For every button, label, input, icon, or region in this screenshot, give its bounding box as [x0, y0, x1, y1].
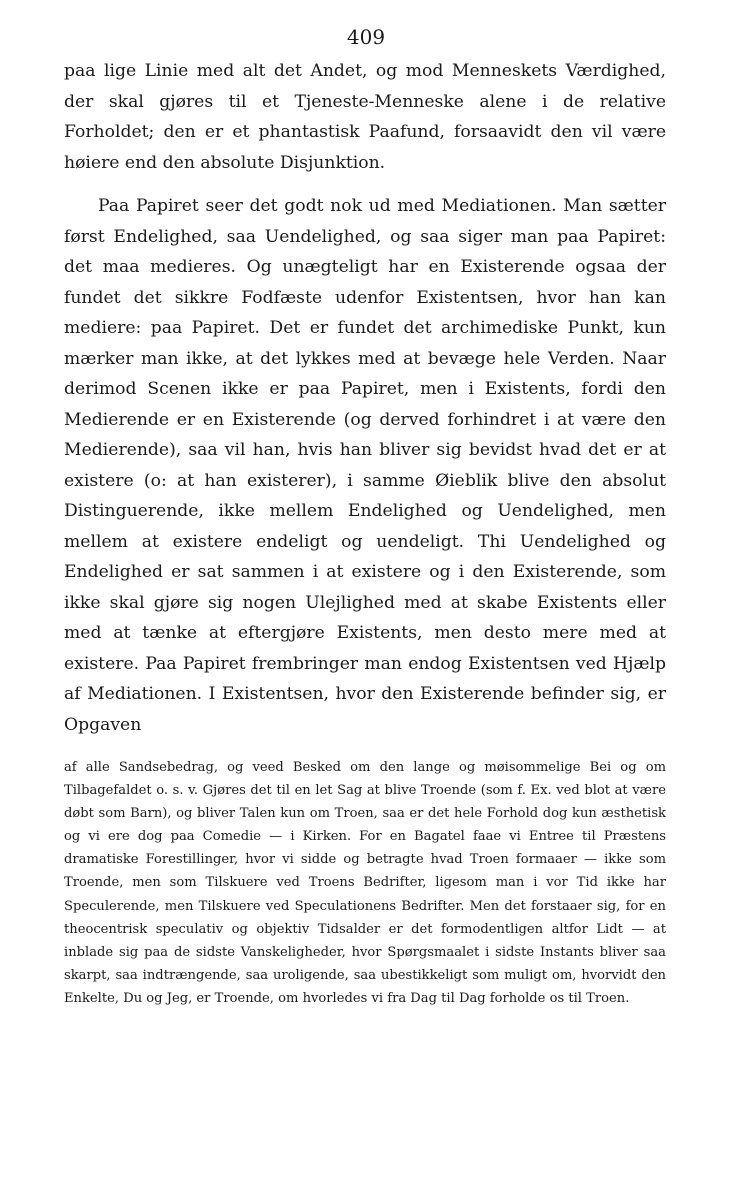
body-paragraph-1: paa lige Linie med alt det Andet, og mod Menneskets Værdighed, der skal gjøres til et Tjeneste-Menneske alene i de relative Forholdet; den er et phantastisk Paafund, forsaavidt den vil være høiere end den absolute Disjunktion. [64, 61, 666, 173]
page-number: 409 [346, 25, 386, 49]
footnote: af alle Sandsebedrag, og veed Besked om den lange og møisommelige Bei og om Tilbagefaldet o. s. v. Gjøres det til en let Sag at blive Troende (som f. Ex. ved blot at være døbt som Barn), og bliver Talen kun om Troen, saa er det hele Forhold dog kun æsthetisk og vi ere dog paa Comedie — i Kirken. For en Bagatel faae vi Entree til Præstens dramatiske Forestillinger, hvor vi sidde og betragte hvad Troen formaaer — ikke som Troende, men som Tilskuere ved Troens Bedrifter, ligesom man i vor Tid ikke har Speculerende, men Tilskuere ved Speculationens Bedrifter. Men det forstaaer sig, for en theocentrisk speculativ og objektiv Tidsalder er det formodentligen altfor Lidt — at inblade sig paa de sidste Vanskeligheder, hvor Spørgsmaalet i sidste Instants bliver saa skarpt, saa indtrængende, saa uroligende, saa ubestikkeligt som muligt om, hvorvidt den Enkelte, Du og Jeg, er Troende, om hvorledes vi fra Dag til Dag forholde os til Troen. [64, 760, 666, 1006]
main-text [64, 56, 666, 740]
body-paragraph-2: Paa Papiret seer det godt nok ud med Mediationen. Man sætter først Endelighed, saa Uendelighed, og saa siger man paa Papiret: det maa medieres. Og unægteligt har en Existerende ogsaa der fundet det sikkre Fodfæste udenfor Existentsen, hvor han kan mediere: paa Papiret. Det er fundet det archimediske Punkt, kun mærker man ikke, at det lykkes med at bevæge hele Verden. Naar derimod Scenen ikke er paa Papiret, men i Existents, fordi den Medierende er en Existerende (og derved forhindret i at være den Medierende), saa vil han, hvis han bliver sig bevidst hvad det er at existere (o: at han existerer), i samme Øieblik blive den absolut Distinguerende, ikke mellem Endelighed og Uendelighed, men mellem at existere endeligt og uendeligt. Thi Uendelighed og Endelighed er sat sammen i at existere og i den Existerende, som ikke skal gjøre sig nogen Ulejlighed med at skabe Existents eller med at tænke at eftergjøre Existents, men desto mere med at existere. Paa Papiret frembringer man endog Existentsen ved Hjælp af Mediationen. I Existentsen, hvor den Existerende befinder sig, er Opgaven [64, 196, 666, 735]
